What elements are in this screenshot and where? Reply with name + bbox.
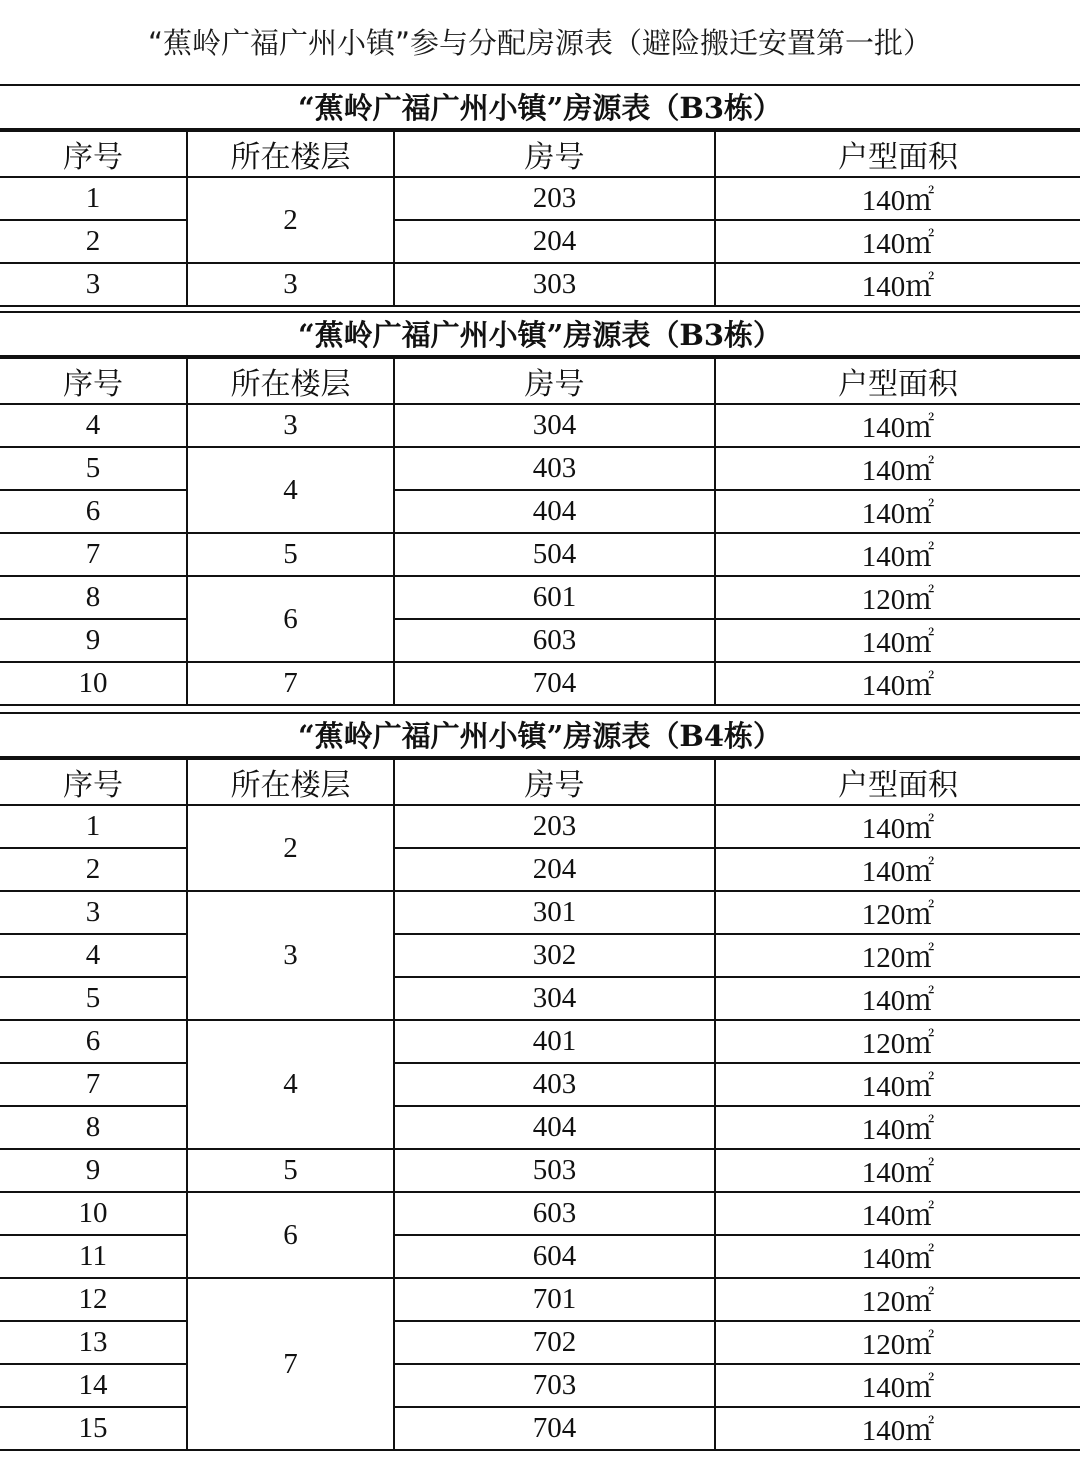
cell-seq: 9 bbox=[0, 619, 187, 662]
cell-floor: 6 bbox=[187, 576, 394, 662]
cell-seq: 3 bbox=[0, 891, 187, 934]
cell-seq: 7 bbox=[0, 1063, 187, 1106]
table-row bbox=[0, 619, 1080, 662]
header-area: 户型面积 bbox=[715, 131, 1080, 177]
cell-area: 120㎡ bbox=[715, 891, 1080, 934]
cell-area: 140㎡ bbox=[715, 490, 1080, 533]
header-seq: 序号 bbox=[0, 358, 187, 404]
cell-area: 120㎡ bbox=[715, 1278, 1080, 1321]
housing-table bbox=[0, 130, 1080, 307]
cell-room: 304 bbox=[394, 404, 715, 447]
header-room: 房号 bbox=[394, 358, 715, 404]
cell-floor: 3 bbox=[187, 404, 394, 447]
header-floor: 所在楼层 bbox=[187, 131, 394, 177]
cell-area: 140㎡ bbox=[715, 1149, 1080, 1192]
cell-area: 120㎡ bbox=[715, 576, 1080, 619]
cell-seq: 6 bbox=[0, 490, 187, 533]
table-row bbox=[0, 977, 1080, 1020]
cell-seq: 7 bbox=[0, 533, 187, 576]
table-row bbox=[0, 805, 1080, 848]
cell-seq: 6 bbox=[0, 1020, 187, 1063]
cell-area: 140㎡ bbox=[715, 1106, 1080, 1149]
cell-floor: 7 bbox=[187, 1278, 394, 1450]
cell-seq: 2 bbox=[0, 848, 187, 891]
housing-table-b3-part2 bbox=[0, 311, 1080, 706]
table-row bbox=[0, 1106, 1080, 1149]
cell-area: 140㎡ bbox=[715, 263, 1080, 306]
table-row bbox=[0, 848, 1080, 891]
housing-table bbox=[0, 758, 1080, 1451]
table-title: “蕉岭广福广州小镇”房源表（B3栋） bbox=[0, 86, 1080, 130]
cell-floor: 2 bbox=[187, 805, 394, 891]
table-row bbox=[0, 1235, 1080, 1278]
table-title: “蕉岭广福广州小镇”房源表（B3栋） bbox=[0, 313, 1080, 357]
table-row bbox=[0, 177, 1080, 220]
cell-area: 140㎡ bbox=[715, 404, 1080, 447]
cell-area: 140㎡ bbox=[715, 1407, 1080, 1450]
cell-seq: 9 bbox=[0, 1149, 187, 1192]
cell-seq: 10 bbox=[0, 1192, 187, 1235]
cell-seq: 14 bbox=[0, 1364, 187, 1407]
header-seq: 序号 bbox=[0, 759, 187, 805]
cell-seq: 15 bbox=[0, 1407, 187, 1450]
table-row bbox=[0, 1149, 1080, 1192]
cell-seq: 5 bbox=[0, 447, 187, 490]
cell-area: 140㎡ bbox=[715, 805, 1080, 848]
table-row bbox=[0, 576, 1080, 619]
cell-room: 203 bbox=[394, 805, 715, 848]
cell-area: 140㎡ bbox=[715, 533, 1080, 576]
cell-room: 503 bbox=[394, 1149, 715, 1192]
table-header-row bbox=[0, 358, 1080, 404]
cell-floor: 5 bbox=[187, 1149, 394, 1192]
table-row bbox=[0, 1321, 1080, 1364]
cell-seq: 11 bbox=[0, 1235, 187, 1278]
cell-seq: 8 bbox=[0, 1106, 187, 1149]
cell-area: 120㎡ bbox=[715, 1321, 1080, 1364]
cell-area: 140㎡ bbox=[715, 177, 1080, 220]
cell-seq: 2 bbox=[0, 220, 187, 263]
cell-seq: 1 bbox=[0, 805, 187, 848]
housing-table-b4 bbox=[0, 712, 1080, 1451]
cell-room: 404 bbox=[394, 490, 715, 533]
cell-room: 504 bbox=[394, 533, 715, 576]
page-title: “蕉岭广福广州小镇”参与分配房源表（避险搬迁安置第一批） bbox=[0, 0, 1080, 86]
cell-room: 404 bbox=[394, 1106, 715, 1149]
cell-seq: 5 bbox=[0, 977, 187, 1020]
table-row bbox=[0, 404, 1080, 447]
cell-room: 304 bbox=[394, 977, 715, 1020]
table-row bbox=[0, 1063, 1080, 1106]
cell-room: 302 bbox=[394, 934, 715, 977]
cell-room: 204 bbox=[394, 848, 715, 891]
cell-floor: 5 bbox=[187, 533, 394, 576]
header-floor: 所在楼层 bbox=[187, 358, 394, 404]
cell-area: 140㎡ bbox=[715, 447, 1080, 490]
cell-area: 140㎡ bbox=[715, 220, 1080, 263]
cell-room: 403 bbox=[394, 447, 715, 490]
cell-room: 203 bbox=[394, 177, 715, 220]
cell-area: 120㎡ bbox=[715, 934, 1080, 977]
cell-room: 704 bbox=[394, 1407, 715, 1450]
header-room: 房号 bbox=[394, 759, 715, 805]
cell-area: 120㎡ bbox=[715, 1020, 1080, 1063]
cell-room: 702 bbox=[394, 1321, 715, 1364]
cell-seq: 3 bbox=[0, 263, 187, 306]
cell-area: 140㎡ bbox=[715, 1235, 1080, 1278]
cell-area: 140㎡ bbox=[715, 662, 1080, 705]
cell-seq: 13 bbox=[0, 1321, 187, 1364]
cell-room: 403 bbox=[394, 1063, 715, 1106]
cell-floor: 3 bbox=[187, 263, 394, 306]
cell-room: 603 bbox=[394, 619, 715, 662]
table-row bbox=[0, 934, 1080, 977]
cell-room: 603 bbox=[394, 1192, 715, 1235]
cell-room: 701 bbox=[394, 1278, 715, 1321]
cell-room: 303 bbox=[394, 263, 715, 306]
cell-room: 704 bbox=[394, 662, 715, 705]
table-row bbox=[0, 1407, 1080, 1450]
cell-room: 601 bbox=[394, 576, 715, 619]
cell-floor: 2 bbox=[187, 177, 394, 263]
cell-floor: 7 bbox=[187, 662, 394, 705]
cell-area: 140㎡ bbox=[715, 1192, 1080, 1235]
cell-floor: 3 bbox=[187, 891, 394, 1020]
cell-floor: 4 bbox=[187, 1020, 394, 1149]
table-row bbox=[0, 662, 1080, 705]
cell-room: 703 bbox=[394, 1364, 715, 1407]
table-row bbox=[0, 447, 1080, 490]
housing-table-b3-part1 bbox=[0, 84, 1080, 307]
header-area: 户型面积 bbox=[715, 358, 1080, 404]
cell-area: 140㎡ bbox=[715, 1364, 1080, 1407]
table-row bbox=[0, 1364, 1080, 1407]
table-row bbox=[0, 891, 1080, 934]
table-row bbox=[0, 533, 1080, 576]
cell-floor: 4 bbox=[187, 447, 394, 533]
cell-room: 204 bbox=[394, 220, 715, 263]
cell-seq: 1 bbox=[0, 177, 187, 220]
table-row bbox=[0, 1192, 1080, 1235]
table-header-row bbox=[0, 759, 1080, 805]
table-title: “蕉岭广福广州小镇”房源表（B4栋） bbox=[0, 714, 1080, 758]
header-seq: 序号 bbox=[0, 131, 187, 177]
cell-seq: 4 bbox=[0, 404, 187, 447]
cell-room: 604 bbox=[394, 1235, 715, 1278]
cell-room: 301 bbox=[394, 891, 715, 934]
header-area: 户型面积 bbox=[715, 759, 1080, 805]
cell-seq: 4 bbox=[0, 934, 187, 977]
cell-area: 140㎡ bbox=[715, 977, 1080, 1020]
table-row bbox=[0, 490, 1080, 533]
table-row bbox=[0, 220, 1080, 263]
cell-area: 140㎡ bbox=[715, 619, 1080, 662]
table-header-row bbox=[0, 131, 1080, 177]
table-row bbox=[0, 1278, 1080, 1321]
table-row bbox=[0, 263, 1080, 306]
cell-area: 140㎡ bbox=[715, 1063, 1080, 1106]
cell-area: 140㎡ bbox=[715, 848, 1080, 891]
header-room: 房号 bbox=[394, 131, 715, 177]
cell-seq: 10 bbox=[0, 662, 187, 705]
cell-floor: 6 bbox=[187, 1192, 394, 1278]
header-floor: 所在楼层 bbox=[187, 759, 394, 805]
cell-seq: 12 bbox=[0, 1278, 187, 1321]
cell-seq: 8 bbox=[0, 576, 187, 619]
housing-table bbox=[0, 357, 1080, 706]
cell-room: 401 bbox=[394, 1020, 715, 1063]
table-row bbox=[0, 1020, 1080, 1063]
